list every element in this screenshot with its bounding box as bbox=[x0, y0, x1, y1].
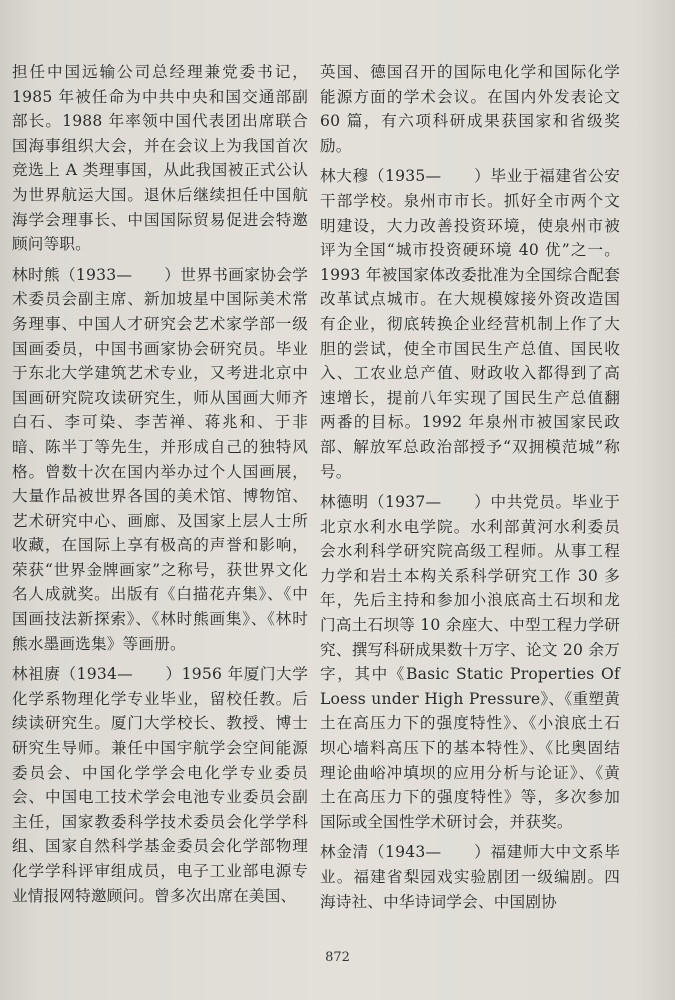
continued-paragraph: 英国、德国召开的国际电化学和国际化学能源方面的学术会议。在国内外发表论文 60 篇，有六项科研成果获国家和省级奖励。 bbox=[320, 63, 620, 155]
biography-text: （1933— ）世界书画家协会学术委员会副主席、新加坡星中国际美术常务理事、中国人才研究会艺术家学部一级国画委员，中国书画家协会研究员。毕业于东北大学建筑艺术专业，又考进北京中国画研究院攻读研究生，师从国画大师齐白石、李可染、李苦禅、蒋兆和、于非暗、陈半丁等先生，并形成自己的独特风格。曾数十次在国内举办过个人国画展，大量作品被世界各国的美术馆、博物馆、艺术研究中心、画廊、及国家上层人士所收藏，在国际上享有极高的声誉和影响，荣获“世界金牌画家”之称号，获世界文化名人成就奖。出版有《白描花卉集》、《中国画技法新探索》、《林时熊画集》、《林时熊水墨画选集》等画册。 bbox=[12, 265, 308, 653]
biography-text: （1935— ）毕业于福建省公安干部学校。泉州市市长。抓好全市两个文明建设，大力改善投资环境，使泉州市被评为全国“城市投资硬环境 40 优”之一。1993 年被国家体改委批准为全国综合配套改革试点城市。在大规模嫁接外资改造国有企业，彻底转换企业经营机制上作了大胆的尝试，使全市国民生产总值、国民收入、工农业总产值、财政收入都得到了高速增长，提前八年实现了国民生产总值翻两番的目标。1992 年泉州市被国家民政部、解放军总政治部授予“双拥模范城”称号。 bbox=[320, 167, 620, 481]
person-name: 林金清 bbox=[320, 843, 369, 862]
biography-text: （1943— ）福建师大中文系毕业。福建省梨园戏实验剧团一级编剧。四海诗社、中华诗词学会、中国剧协 bbox=[320, 843, 620, 911]
person-name: 林时熊 bbox=[12, 265, 60, 284]
biography-entry bbox=[320, 840, 620, 914]
person-name: 林大穆 bbox=[320, 167, 369, 186]
continued-paragraph: 担任中国远输公司总经理兼党委书记，1985 年被任命为中共中央和国交通部副部长。1988 年率领中国代表团出席联合国海事组织大会，并在会议上为我国首次竞选上 A 类理事国，从此我国被正式公认为世界航运大国。退休后继续担任中国航海学会理事长、中国国际贸易促进会特邀顾问等职。 bbox=[12, 63, 308, 254]
biography-entry bbox=[12, 662, 308, 908]
person-name: 林祖赓 bbox=[12, 665, 61, 684]
person-name: 林德明 bbox=[320, 493, 369, 512]
page-number: 872 bbox=[325, 950, 350, 965]
biography-entry bbox=[12, 263, 308, 657]
biography-text: （1937— ）中共党员。毕业于北京水利水电学院。水利部黄河水利委员会水利科学研究院高级工程师。从事工程力学和岩土本构关系科学研究工作 30 多年，先后主持和参加小浪底高土石坝和龙门高土石坝等 10 余座大、中型工程力学研究、撰写科研成果数十万字、论文 20 余万字，其中《Basic Static Properties Of Loess under High Pressure》、《重塑黄土在高压力下的强度特性》、《小浪底土石坝心墙料高压下的基本特性》、《比奥固结理论曲峪冲填坝的应用分析与论证》、《黄土在高压力下的强度特性》等，多次参加国际或全国性学术研讨会，并获奖。 bbox=[320, 493, 620, 831]
right-column bbox=[320, 60, 620, 914]
biography-entry bbox=[320, 490, 620, 834]
biography-entry bbox=[320, 164, 620, 484]
left-column bbox=[12, 60, 308, 908]
biography-text: （1934— ）1956 年厦门大学化学系物理化学专业毕业，留校任教。后续读研究生。厦门大学校长、教授、博士研究生导师。兼任中国宇航学会空间能源委员会、中国化学学会电化学专业委员会、中国电工技术学会电池专业委员会副主任，国家教委科学技术委员会化学学科组、国家自然科学基金委员会化学部物理化学学科评审组成员，电子工业部电源专业情报网特邀顾问。曾多次出席在美国、 bbox=[12, 665, 308, 905]
